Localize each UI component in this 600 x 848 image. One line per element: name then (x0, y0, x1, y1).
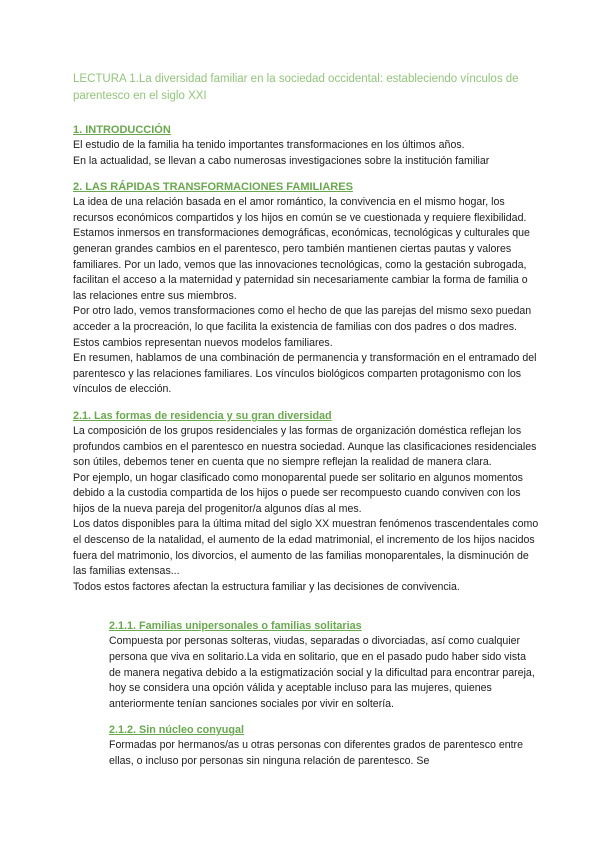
subsection-unipersonales (109, 619, 540, 712)
paragraph: Compuesta por personas solteras, viudas, separadas o divorciadas, así como cualquier persona que viva en solitario.La vida en solitario, que en el pasado pudo haber sido vista de manera negativa debido a la estigmatización social y la dificultad para encontrar pareja, hoy se considera una opción válida y aceptable incluso para las mujeres, quienes anteriormente tenían sanciones sociales por vivir en soltería. (109, 635, 535, 710)
paragraph: Estamos inmersos en transformaciones demográficas, económicas, tecnológicas y culturales que generan grandes cambios en el parentesco, pero también mantienen ciertas pautas y valores familiares. Por un lado, vemos que las innovaciones tecnológicas, como la gestación subrogada, facilitan el acceso a la maternidad y paternidad sin necesariamente cambiar la forma de familia o las relaciones entre sus miembros. (73, 227, 530, 302)
heading-familias-unipersonales: 2.1.1. Familias unipersonales o familias solitarias (109, 620, 362, 633)
paragraph: La idea de una relación basada en el amor romántico, la convivencia en el mismo hogar, los recursos económicos compartidos y los hijos en común se ve cuestionada y requiere flexibilidad. (73, 196, 527, 224)
paragraph: Todos estos factores afectan la estructura familiar y las decisiones de convivencia. (73, 580, 460, 593)
heading-rapidas-transformaciones: 2. LAS RÁPIDAS TRANSFORMACIONES FAMILIARES (73, 181, 353, 194)
paragraph: Por otro lado, vemos transformaciones como el hecho de que las parejas del mismo sexo puedan acceder a la procreación, lo que facilita la existencia de familias con dos padres o dos madres. Estos cambios representan nuevos modelos familiares. (73, 305, 532, 349)
heading-sin-nucleo-conyugal: 2.1.2. Sin núcleo conyugal (109, 724, 244, 737)
subsection-sin-nucleo (109, 723, 540, 769)
paragraph: Por ejemplo, un hogar clasificado como monoparental puede ser solitario en algunos momentos debido a la custodia compartida de los hijos o puede ser recompuesto cuando conviven con los hijos de la nueva pareja del progenitor/a algunos días al mes. (73, 471, 523, 515)
heading-introduccion: 1. INTRODUCCIÓN (73, 124, 171, 136)
paragraph: En la actualidad, se llevan a cabo numerosas investigaciones sobre la institución familiar (73, 154, 490, 167)
heading-formas-residencia: 2.1. Las formas de residencia y su gran diversidad (73, 409, 332, 422)
paragraph: En resumen, hablamos de una combinación de permanencia y transformación en el entramado del parentesco y las relaciones familiares. Los vínculos biológicos comparten protagonismo con los vínculos de elección. (73, 352, 537, 396)
paragraph: Los datos disponibles para la última mitad del siglo XX muestran fenómenos trascendentales como el descenso de la natalidad, el aumento de la edad matrimonial, el incremento de los hijos nacidos fuera del matrimonio, los divorcios, el aumento de las familias monoparentales, la disminución de las familias extensas... (73, 518, 539, 578)
paragraph: La composición de los grupos residenciales y las formas de organización doméstica reflejan los profundos cambios en el parentesco en nuestra sociedad. Aunque las clasificaciones residenciales son útiles, debemos tener en cuenta que no siempre reflejan la realidad de manera clara. (73, 424, 537, 469)
paragraph: El estudio de la familia ha tenido importantes transformaciones en los últimos años. (73, 139, 465, 151)
document-title: LECTURA 1.La diversidad familiar en la sociedad occidental: estableciendo vínculos de parentesco en el siglo XXI (73, 73, 519, 102)
paragraph: Formadas por hermanos/as u otras personas con diferentes grados de parentesco entre ellas, o incluso por personas sin ninguna relación de parentesco. Se (109, 739, 523, 767)
